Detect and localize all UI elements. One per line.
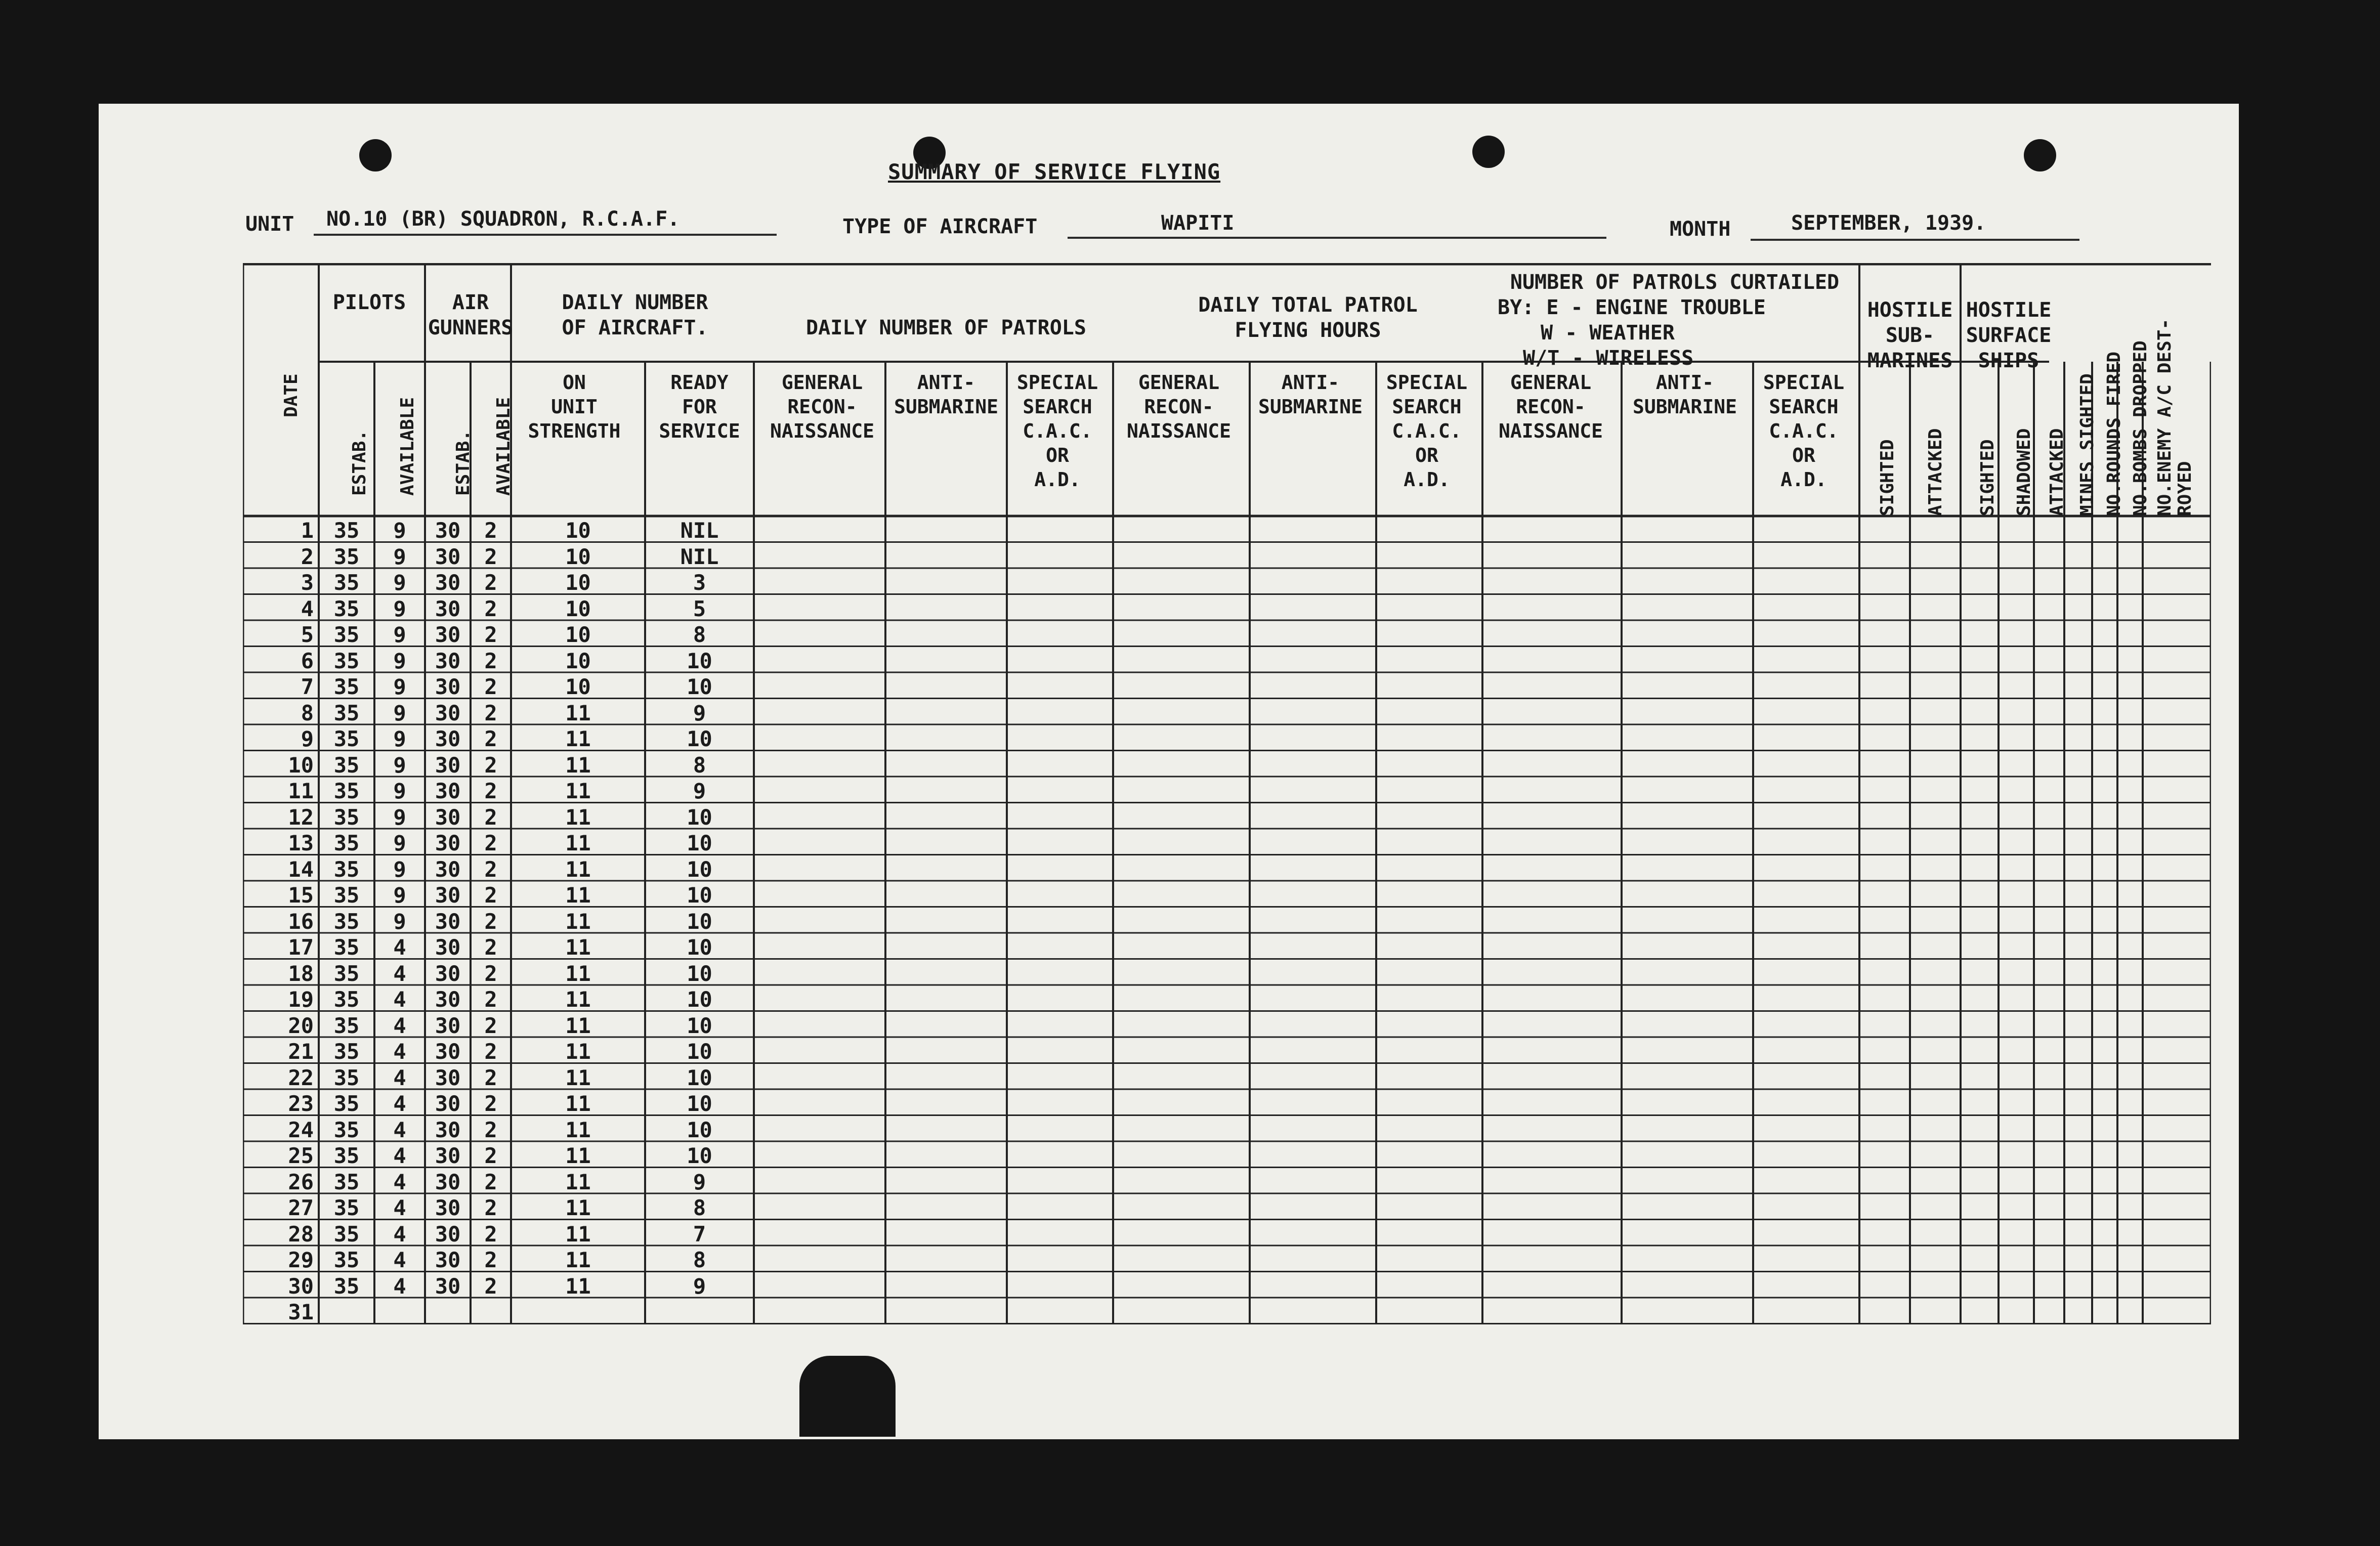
row-cell-on: 11 xyxy=(565,804,591,830)
row-cell-ga: 2 xyxy=(484,779,497,803)
row-cell-on: 11 xyxy=(565,1248,591,1272)
bombs-dropped-header: NO.BOMBS DROPPED xyxy=(2130,340,2151,516)
row-cell-on: 11 xyxy=(565,1143,591,1168)
daily-patrols-header: DAILY NUMBER OF PATROLS xyxy=(806,316,1086,339)
row-cell-on: 10 xyxy=(565,622,591,647)
dp-gen-recon-1: GENERAL xyxy=(781,371,863,394)
pc-anti-sub-1: ANTI- xyxy=(1655,371,1714,394)
row-cell-on: 11 xyxy=(565,987,591,1012)
enemy-destroyed-header-1: NO.ENEMY A/C DEST- xyxy=(2154,318,2175,516)
row-cell-pa: 4 xyxy=(393,987,406,1012)
row-cell-ge: 30 xyxy=(435,518,461,543)
row-cell-ready: 8 xyxy=(693,622,706,647)
row-cell-ready: 10 xyxy=(687,1091,712,1116)
row-cell-ge: 30 xyxy=(435,856,461,882)
pc-gen-recon-2: RECON- xyxy=(1516,396,1586,418)
month-value: SEPTEMBER, 1939. xyxy=(1791,211,1986,235)
pc-special-2: SEARCH xyxy=(1769,396,1839,418)
row-cell-ge: 30 xyxy=(435,1065,461,1090)
row-cell-pa: 9 xyxy=(393,596,406,621)
row-cell-ge: 30 xyxy=(435,570,461,595)
row-cell-pe: 35 xyxy=(333,1091,360,1116)
unit-label: UNIT xyxy=(245,212,294,236)
row-cell-pe: 35 xyxy=(333,1039,360,1064)
row-cell-on: 11 xyxy=(565,831,591,855)
row-cell-ready: 10 xyxy=(687,1013,712,1038)
row-cell-pa: 9 xyxy=(393,648,406,673)
row-cell-pa: 9 xyxy=(393,726,406,751)
on-unit-header-2: UNIT xyxy=(551,396,598,418)
ph-gen-recon-3: NAISSANCE xyxy=(1127,420,1231,442)
dp-anti-sub-1: ANTI- xyxy=(917,371,975,394)
row-cell-pe: 35 xyxy=(333,752,360,778)
month-underline xyxy=(1751,239,2079,241)
gunners-available-header: AVAILABLE xyxy=(493,397,514,496)
row-cell-ga: 2 xyxy=(484,622,497,647)
row-date: 30 xyxy=(288,1273,314,1299)
row-cell-ge: 30 xyxy=(435,804,461,830)
row-cell-on: 11 xyxy=(565,1065,591,1090)
air-gunners-header-2: GUNNERS xyxy=(428,316,514,339)
ships-shadowed-header: SHADOWED xyxy=(2014,428,2034,516)
hostile-subs-header-1: HOSTILE xyxy=(1867,298,1953,322)
curtailed-header-2: BY: E - ENGINE TROUBLE xyxy=(1498,296,1766,319)
row-cell-on: 10 xyxy=(565,596,591,621)
row-cell-ga: 2 xyxy=(484,1143,497,1168)
row-cell-ready: 9 xyxy=(693,700,706,725)
row-cell-ge: 30 xyxy=(435,1143,461,1168)
row-cell-pe: 35 xyxy=(333,1013,360,1038)
row-date: 22 xyxy=(288,1065,314,1090)
row-cell-ready: 8 xyxy=(693,1248,706,1272)
pc-gen-recon-3: NAISSANCE xyxy=(1499,420,1603,442)
row-cell-ready: 8 xyxy=(693,1195,706,1220)
row-cell-ga: 2 xyxy=(484,1273,497,1299)
row-cell-pe: 35 xyxy=(333,700,360,725)
row-cell-ga: 2 xyxy=(484,804,497,830)
pc-special-4: OR xyxy=(1792,444,1815,466)
row-cell-ge: 30 xyxy=(435,909,461,934)
row-cell-pe: 35 xyxy=(333,1143,360,1168)
row-cell-pa: 9 xyxy=(393,518,406,543)
row-cell-ready: 9 xyxy=(693,779,706,803)
row-date: 9 xyxy=(301,726,314,751)
row-cell-ready: NIL xyxy=(680,518,719,543)
row-cell-pe: 35 xyxy=(333,1248,360,1272)
row-date: 15 xyxy=(288,883,314,908)
row-cell-ge: 30 xyxy=(435,1039,461,1064)
row-cell-ge: 30 xyxy=(435,648,461,673)
curtailed-header-3: W - WEATHER xyxy=(1541,321,1675,345)
row-date: 29 xyxy=(288,1248,314,1272)
row-cell-ready: 10 xyxy=(687,883,712,908)
unit-value: NO.10 (BR) SQUADRON, R.C.A.F. xyxy=(326,207,680,231)
row-cell-ge: 30 xyxy=(435,779,461,803)
ph-anti-sub-2: SUBMARINE xyxy=(1258,396,1363,418)
row-cell-ready: 7 xyxy=(693,1221,706,1247)
row-cell-ge: 30 xyxy=(435,883,461,908)
row-date: 3 xyxy=(301,570,314,595)
row-date: 16 xyxy=(288,909,314,934)
row-cell-ga: 2 xyxy=(484,1039,497,1064)
row-date: 8 xyxy=(301,700,314,725)
row-cell-ga: 2 xyxy=(484,1248,497,1272)
row-cell-ge: 30 xyxy=(435,1221,461,1247)
row-cell-pa: 9 xyxy=(393,752,406,778)
row-cell-ge: 30 xyxy=(435,987,461,1012)
row-cell-pa: 9 xyxy=(393,700,406,725)
punch-hole xyxy=(2024,139,2056,171)
pilots-available-header: AVAILABLE xyxy=(397,397,418,496)
row-cell-on: 11 xyxy=(565,961,591,986)
ph-gen-recon-1: GENERAL xyxy=(1138,371,1220,394)
row-date: 19 xyxy=(288,987,314,1012)
row-cell-ge: 30 xyxy=(435,1248,461,1272)
row-cell-ga: 2 xyxy=(484,700,497,725)
row-cell-pa: 4 xyxy=(393,1248,406,1272)
row-cell-ready: 10 xyxy=(687,726,712,751)
on-unit-header-1: ON xyxy=(563,371,586,394)
daily-aircraft-header-1: DAILY NUMBER xyxy=(562,291,708,314)
punch-hole xyxy=(1472,136,1505,168)
dp-special-1: SPECIAL xyxy=(1016,371,1098,394)
dp-special-5: A.D. xyxy=(1034,468,1081,491)
row-date: 27 xyxy=(288,1195,314,1220)
row-date: 25 xyxy=(288,1143,314,1168)
row-date: 1 xyxy=(301,518,314,543)
row-cell-ga: 2 xyxy=(484,1117,497,1142)
hostile-subs-header-2: SUB- xyxy=(1885,324,1935,347)
aircraft-underline xyxy=(1068,237,1606,239)
hostile-ships-header-2: SURFACE xyxy=(1966,324,2052,347)
row-cell-pa: 4 xyxy=(393,1221,406,1247)
document-title: SUMMARY OF SERVICE FLYING xyxy=(888,159,1221,184)
row-cell-ready: 10 xyxy=(687,1143,712,1168)
row-date: 10 xyxy=(288,752,314,778)
row-date: 12 xyxy=(288,804,314,830)
row-cell-ga: 2 xyxy=(484,544,497,569)
dp-special-2: SEARCH xyxy=(1023,396,1092,418)
row-date: 23 xyxy=(288,1091,314,1116)
aircraft-label: TYPE OF AIRCRAFT xyxy=(842,215,1038,238)
row-cell-ready: 10 xyxy=(687,804,712,830)
row-cell-pa: 4 xyxy=(393,935,406,960)
row-cell-ready: 8 xyxy=(693,752,706,778)
row-cell-ge: 30 xyxy=(435,1273,461,1299)
punch-hole xyxy=(359,139,392,171)
ships-sighted-header: SIGHTED xyxy=(1977,439,1998,516)
row-cell-pe: 35 xyxy=(333,935,360,960)
aircraft-value: WAPITI xyxy=(1161,211,1235,235)
row-cell-on: 11 xyxy=(565,856,591,882)
row-cell-pa: 9 xyxy=(393,909,406,934)
row-cell-pe: 35 xyxy=(333,648,360,673)
row-cell-pe: 35 xyxy=(333,883,360,908)
patrol-hours-header-2: FLYING HOURS xyxy=(1235,319,1381,342)
row-cell-ga: 2 xyxy=(484,752,497,778)
row-cell-pa: 9 xyxy=(393,831,406,855)
row-cell-pe: 35 xyxy=(333,909,360,934)
row-cell-pa: 4 xyxy=(393,1013,406,1038)
row-cell-ga: 2 xyxy=(484,596,497,621)
ph-gen-recon-2: RECON- xyxy=(1144,396,1214,418)
row-cell-ge: 30 xyxy=(435,622,461,647)
row-cell-on: 10 xyxy=(565,544,591,569)
row-cell-pe: 35 xyxy=(333,1117,360,1142)
dp-gen-recon-2: RECON- xyxy=(787,396,857,418)
row-cell-ready: 10 xyxy=(687,987,712,1012)
row-cell-ready: 10 xyxy=(687,674,712,699)
row-cell-ge: 30 xyxy=(435,1117,461,1142)
rounds-fired-header: NO.ROUNDS FIRED xyxy=(2104,351,2124,516)
hostile-ships-header-3: SHIPS xyxy=(1978,349,2039,372)
row-cell-on: 11 xyxy=(565,1039,591,1064)
row-cell-ga: 2 xyxy=(484,726,497,751)
row-cell-pe: 35 xyxy=(333,544,360,569)
row-cell-on: 10 xyxy=(565,518,591,543)
binding-notch xyxy=(799,1356,896,1437)
row-date: 6 xyxy=(301,648,314,673)
row-cell-ready: 10 xyxy=(687,856,712,882)
row-cell-ga: 2 xyxy=(484,935,497,960)
row-cell-pe: 35 xyxy=(333,856,360,882)
row-cell-pa: 4 xyxy=(393,961,406,986)
ready-header-1: READY xyxy=(670,371,729,394)
row-date: 24 xyxy=(288,1117,314,1142)
air-gunners-header-1: AIR xyxy=(452,291,489,314)
row-date: 2 xyxy=(301,544,314,569)
row-cell-ga: 2 xyxy=(484,961,497,986)
row-cell-ga: 2 xyxy=(484,909,497,934)
row-cell-pe: 35 xyxy=(333,674,360,699)
row-cell-pe: 35 xyxy=(333,518,360,543)
row-date: 4 xyxy=(301,596,314,621)
row-cell-ga: 2 xyxy=(484,1065,497,1090)
ph-anti-sub-1: ANTI- xyxy=(1281,371,1340,394)
row-cell-on: 11 xyxy=(565,752,591,778)
row-cell-pa: 4 xyxy=(393,1195,406,1220)
row-cell-ge: 30 xyxy=(435,726,461,751)
ph-special-1: SPECIAL xyxy=(1386,371,1468,394)
pc-gen-recon-1: GENERAL xyxy=(1510,371,1592,394)
row-cell-on: 11 xyxy=(565,1091,591,1116)
row-cell-pa: 9 xyxy=(393,856,406,882)
row-cell-pa: 9 xyxy=(393,883,406,908)
row-cell-ga: 2 xyxy=(484,1169,497,1194)
row-cell-on: 11 xyxy=(565,1195,591,1220)
row-cell-pa: 4 xyxy=(393,1273,406,1299)
row-cell-pa: 9 xyxy=(393,674,406,699)
row-cell-ge: 30 xyxy=(435,596,461,621)
row-cell-ready: NIL xyxy=(680,544,719,569)
row-cell-ge: 30 xyxy=(435,1091,461,1116)
dp-gen-recon-3: NAISSANCE xyxy=(770,420,874,442)
row-cell-ga: 2 xyxy=(484,1195,497,1220)
subs-sighted-header: SIGHTED xyxy=(1877,439,1898,516)
row-cell-ga: 2 xyxy=(484,674,497,699)
row-date: 7 xyxy=(301,674,314,699)
row-cell-pa: 9 xyxy=(393,804,406,830)
ready-header-2: FOR xyxy=(682,396,717,418)
row-cell-ready: 10 xyxy=(687,909,712,934)
row-cell-on: 11 xyxy=(565,883,591,908)
row-cell-ge: 30 xyxy=(435,1169,461,1194)
row-cell-ge: 30 xyxy=(435,961,461,986)
dp-anti-sub-2: SUBMARINE xyxy=(894,396,998,418)
row-cell-pa: 4 xyxy=(393,1091,406,1116)
pc-special-5: A.D. xyxy=(1780,468,1827,491)
dp-special-3: C.A.C. xyxy=(1023,420,1092,442)
row-cell-ready: 9 xyxy=(693,1273,706,1299)
row-date: 26 xyxy=(288,1169,314,1194)
pc-special-1: SPECIAL xyxy=(1763,371,1845,394)
ships-attacked-header: ATTACKED xyxy=(2047,428,2067,516)
row-cell-ge: 30 xyxy=(435,1013,461,1038)
unit-underline xyxy=(314,234,777,236)
row-cell-on: 11 xyxy=(565,1273,591,1299)
row-cell-ge: 30 xyxy=(435,674,461,699)
row-cell-ge: 30 xyxy=(435,831,461,855)
curtailed-header-4: W/T - WIRELESS xyxy=(1523,347,1694,370)
row-date: 31 xyxy=(288,1300,314,1324)
row-cell-ga: 2 xyxy=(484,1013,497,1038)
row-cell-ready: 3 xyxy=(693,570,706,595)
row-cell-ready: 10 xyxy=(687,648,712,673)
row-cell-ga: 2 xyxy=(484,1221,497,1247)
row-cell-ge: 30 xyxy=(435,544,461,569)
patrol-hours-header-1: DAILY TOTAL PATROL xyxy=(1198,293,1418,317)
gunners-estab-header: ESTAB. xyxy=(453,430,474,496)
row-cell-ready: 10 xyxy=(687,935,712,960)
row-cell-on: 11 xyxy=(565,935,591,960)
row-cell-pe: 35 xyxy=(333,831,360,855)
row-cell-on: 11 xyxy=(565,1013,591,1038)
row-date: 20 xyxy=(288,1013,314,1038)
row-cell-on: 10 xyxy=(565,570,591,595)
row-date: 17 xyxy=(288,935,314,960)
row-cell-ga: 2 xyxy=(484,518,497,543)
row-cell-ga: 2 xyxy=(484,831,497,855)
ph-special-3: C.A.C. xyxy=(1392,420,1462,442)
pc-special-3: C.A.C. xyxy=(1769,420,1839,442)
enemy-destroyed-header-2: ROYED xyxy=(2175,461,2195,516)
row-cell-ga: 2 xyxy=(484,883,497,908)
row-cell-ge: 30 xyxy=(435,752,461,778)
daily-aircraft-header-2: OF AIRCRAFT. xyxy=(562,316,708,339)
row-date: 5 xyxy=(301,622,314,647)
ph-special-5: A.D. xyxy=(1404,468,1450,491)
row-cell-ready: 10 xyxy=(687,1065,712,1090)
row-cell-pe: 35 xyxy=(333,1221,360,1247)
row-cell-on: 11 xyxy=(565,1221,591,1247)
pilots-estab-header: ESTAB. xyxy=(349,430,370,496)
row-cell-ready: 10 xyxy=(687,1117,712,1142)
row-cell-ge: 30 xyxy=(435,700,461,725)
row-cell-ready: 10 xyxy=(687,831,712,855)
row-cell-pe: 35 xyxy=(333,570,360,595)
row-cell-pa: 4 xyxy=(393,1169,406,1194)
hostile-ships-header-1: HOSTILE xyxy=(1966,298,2052,322)
row-cell-ge: 30 xyxy=(435,1195,461,1220)
row-cell-on: 11 xyxy=(565,1117,591,1142)
row-date: 28 xyxy=(288,1221,314,1247)
pilots-header: PILOTS xyxy=(332,291,406,314)
row-cell-ready: 10 xyxy=(687,961,712,986)
row-cell-pe: 35 xyxy=(333,987,360,1012)
date-header: DATE xyxy=(281,373,302,417)
row-cell-ready: 5 xyxy=(693,596,706,621)
row-date: 11 xyxy=(288,779,314,803)
row-cell-pe: 35 xyxy=(333,726,360,751)
row-cell-pa: 4 xyxy=(393,1143,406,1168)
month-label: MONTH xyxy=(1670,218,1731,241)
on-unit-header-3: STRENGTH xyxy=(528,420,621,442)
row-cell-pe: 35 xyxy=(333,804,360,830)
row-cell-ga: 2 xyxy=(484,570,497,595)
service-flying-table xyxy=(243,263,2211,1336)
ph-special-2: SEARCH xyxy=(1392,396,1462,418)
row-cell-ge: 30 xyxy=(435,935,461,960)
row-cell-on: 11 xyxy=(565,700,591,725)
row-cell-on: 10 xyxy=(565,674,591,699)
row-cell-pe: 35 xyxy=(333,596,360,621)
row-date: 18 xyxy=(288,961,314,986)
dp-special-4: OR xyxy=(1046,444,1069,466)
row-cell-pa: 4 xyxy=(393,1039,406,1064)
row-cell-pe: 35 xyxy=(333,779,360,803)
row-cell-pa: 9 xyxy=(393,544,406,569)
row-cell-on: 10 xyxy=(565,648,591,673)
subs-attacked-header: ATTACKED xyxy=(1925,428,1946,516)
curtailed-header-1: NUMBER OF PATROLS CURTAILED xyxy=(1510,271,1840,294)
row-cell-ready: 9 xyxy=(693,1169,706,1194)
row-cell-ga: 2 xyxy=(484,987,497,1012)
row-cell-ga: 2 xyxy=(484,856,497,882)
row-cell-on: 11 xyxy=(565,726,591,751)
row-cell-pa: 9 xyxy=(393,779,406,803)
row-cell-on: 11 xyxy=(565,1169,591,1194)
ph-special-4: OR xyxy=(1415,444,1438,466)
row-cell-pa: 4 xyxy=(393,1117,406,1142)
row-cell-pe: 35 xyxy=(333,1195,360,1220)
row-cell-ready: 10 xyxy=(687,1039,712,1064)
row-cell-pe: 35 xyxy=(333,1273,360,1299)
row-cell-pa: 9 xyxy=(393,622,406,647)
mines-sighted-header: MINES SIGHTED xyxy=(2077,373,2098,516)
row-date: 13 xyxy=(288,831,314,855)
row-cell-pe: 35 xyxy=(333,622,360,647)
pc-anti-sub-2: SUBMARINE xyxy=(1633,396,1737,418)
row-cell-pa: 9 xyxy=(393,570,406,595)
row-date: 14 xyxy=(288,856,314,882)
row-cell-ga: 2 xyxy=(484,648,497,673)
row-cell-pa: 4 xyxy=(393,1065,406,1090)
row-date: 21 xyxy=(288,1039,314,1064)
hostile-subs-header-3: MARINES xyxy=(1867,349,1953,372)
row-cell-pe: 35 xyxy=(333,961,360,986)
row-cell-on: 11 xyxy=(565,779,591,803)
row-cell-pe: 35 xyxy=(333,1065,360,1090)
row-cell-on: 11 xyxy=(565,909,591,934)
row-cell-pe: 35 xyxy=(333,1169,360,1194)
row-cell-ga: 2 xyxy=(484,1091,497,1116)
ready-header-3: SERVICE xyxy=(659,420,740,442)
